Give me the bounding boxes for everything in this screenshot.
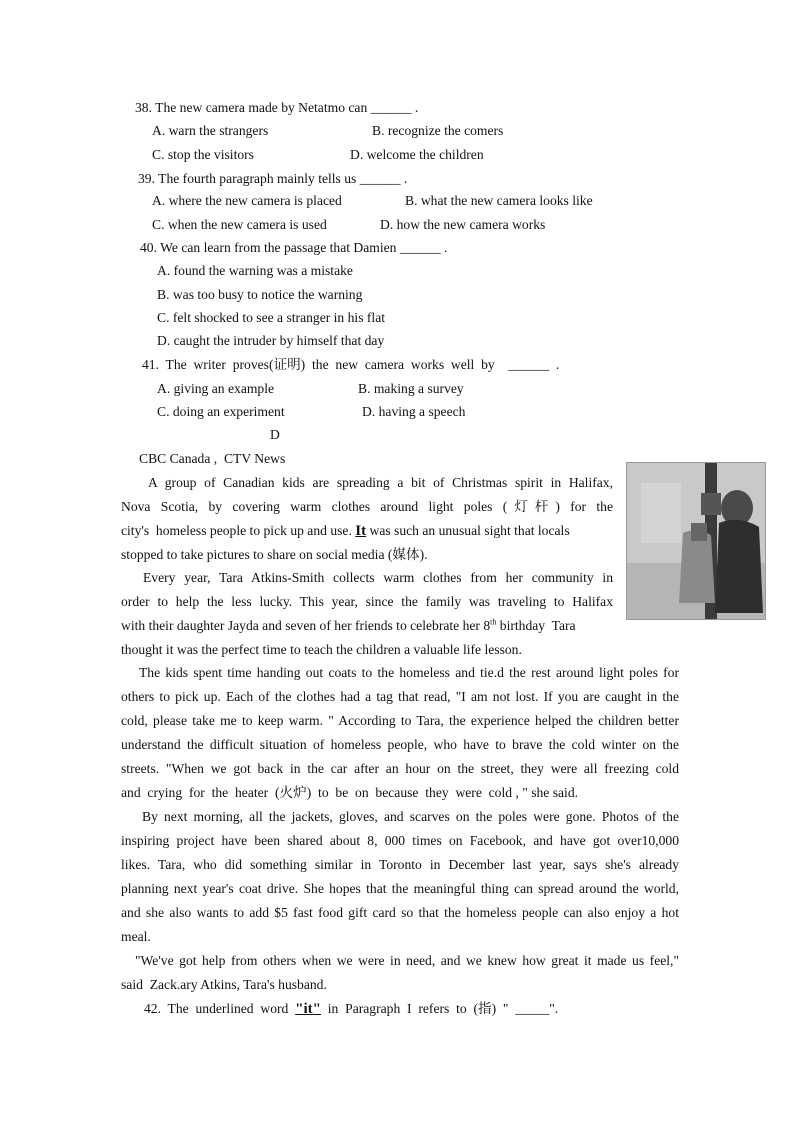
ordinal-suffix: th — [490, 617, 497, 627]
p3-line-5: streets. "When we got back in the car after an hour on the street, they were all freezing cold — [121, 761, 679, 776]
underlined-it: It — [355, 523, 367, 539]
q41-option-d: D. having a speech — [362, 404, 466, 419]
q41-option-c: C. doing an experiment — [157, 404, 285, 419]
p1-line-3 — [121, 522, 613, 540]
q42-underlined-word: "it" — [295, 1001, 321, 1017]
p3-line-3: cold, please take me to keep warm. " According to Tara, the experience helped the children better — [121, 713, 679, 728]
p2-line-4: thought it was the perfect time to teach the children a valuable life lesson. — [121, 642, 522, 657]
section-letter: D — [270, 427, 280, 442]
p3-line-6: and crying for the heater (火炉) to be on because they were cold , " she said. — [121, 785, 579, 800]
p2-line-1: Every year, Tara Atkins-Smith collects warm clothes from her community in — [143, 570, 613, 585]
q40-stem: 40. We can learn from the passage that Damien ______ . — [140, 240, 448, 255]
p2-line-3 — [121, 617, 576, 635]
q42-suffix: in Paragraph I refers to (指) " _____". — [320, 1001, 559, 1016]
q38-option-a: A. warn the strangers — [152, 123, 269, 138]
q41-stem: 41. The writer proves(证明) the new camera works well by ______ . — [142, 357, 560, 372]
p4-line-4: planning next year's coat drive. She hopes that the meaningful thing can spread around the world, — [121, 881, 679, 896]
q38-option-c: C. stop the visitors — [152, 147, 254, 162]
p3-line-1: The kids spent time handing out coats to the homeless and tie.d the rest around light poles for — [139, 665, 679, 680]
p5-line-1: "We've got help from others when we were in need, and we knew how great it made us feel," — [135, 953, 679, 968]
q40-option-d: D. caught the intruder by himself that day — [157, 333, 385, 348]
q39-option-d: D. how the new camera works — [380, 217, 546, 232]
q42-stem — [144, 1000, 558, 1018]
q42-prefix: 42. The underlined word — [144, 1001, 296, 1016]
q39-option-a: A. where the new camera is placed — [152, 193, 342, 208]
q38-stem: 38. The new camera made by Netatmo can ______ . — [135, 100, 419, 115]
q39-stem: 39. The fourth paragraph mainly tells us ______ . — [138, 171, 408, 186]
p3-line-4: understand the difficult situation of homeless people, who have to brave the cold winter on the — [121, 737, 679, 752]
p5-line-2: said Zack.ary Atkins, Tara's husband. — [121, 977, 327, 992]
p4-line-2: inspiring project have been shared about 8, 000 times on Facebook, and have got over10,000 — [121, 833, 679, 848]
q39-option-c: C. when the new camera is used — [152, 217, 327, 232]
q41-option-b: B. making a survey — [358, 381, 464, 396]
q40-option-b: B. was too busy to notice the warning — [157, 287, 363, 302]
p4-line-1: By next morning, all the jackets, gloves, and scarves on the poles were gone. Photos of the — [142, 809, 679, 824]
q39-option-b: B. what the new camera looks like — [405, 193, 593, 208]
p2-line-2: order to help the less lucky. This year, since the family was traveling to Halifax — [121, 594, 613, 609]
p1-line-2: Nova Scotia, by covering warm clothes around light poles (灯杆) for the — [121, 499, 613, 514]
p1-line-4: stopped to take pictures to share on social media (媒体). — [121, 547, 428, 562]
source-line: CBC Canada , CTV News — [139, 451, 286, 466]
q40-option-a: A. found the warning was a mistake — [157, 263, 353, 278]
q41-option-a: A. giving an example — [157, 381, 275, 396]
p1-line-3-end: was such an unusual sight that locals — [366, 523, 570, 538]
p2-line-3-start: with their daughter Jayda and seven of her friends to celebrate her 8 — [121, 618, 491, 633]
p4-line-5: and she also wants to add $5 fast food gift card so that the homeless people can also enjoy a hot — [121, 905, 679, 920]
p1-line-3-start: city's homeless people to pick up and use. — [121, 523, 356, 538]
photo-kids-at-light-pole-icon — [626, 462, 766, 620]
q38-option-d: D. welcome the children — [350, 147, 484, 162]
p3-line-2: others to pick up. Each of the clothes had a tag that read, "I am not lost. If you are caught in the — [121, 689, 679, 704]
q38-option-b: B. recognize the comers — [372, 123, 504, 138]
p4-line-3: likes. Tara, who did something similar in Toronto in December last year, says she's already — [121, 857, 679, 872]
q40-option-c: C. felt shocked to see a stranger in his flat — [157, 310, 386, 325]
p1-line-1: A group of Canadian kids are spreading a bit of Christmas spirit in Halifax, — [148, 475, 613, 490]
p4-line-6: meal. — [121, 929, 151, 944]
p2-line-3-end: birthday Tara — [496, 618, 576, 633]
